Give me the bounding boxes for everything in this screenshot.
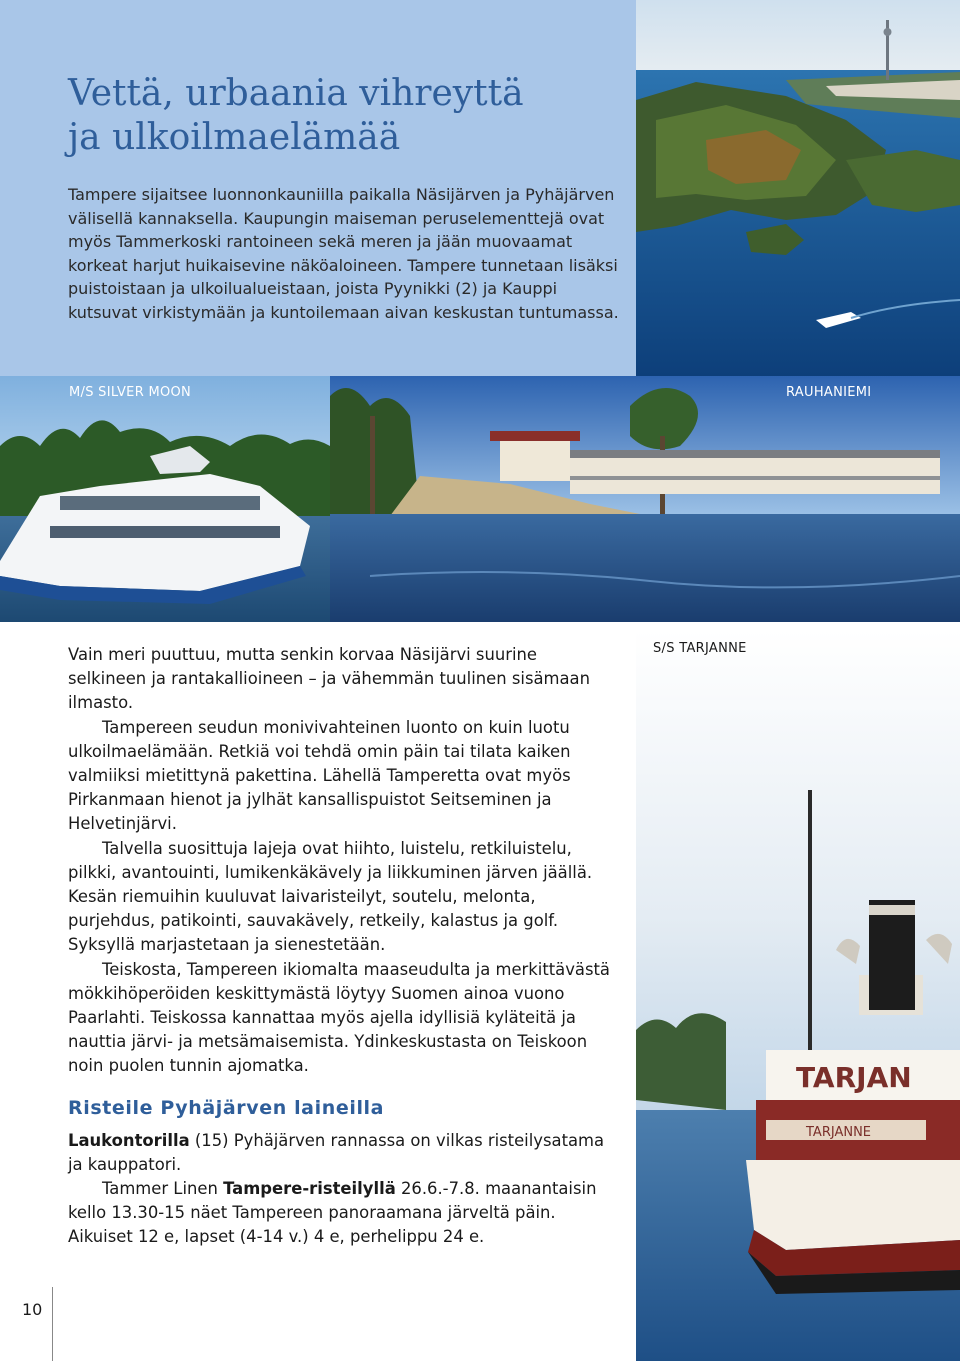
ship-sign-text: TARJAN: [796, 1061, 912, 1094]
page-number: 10: [22, 1300, 43, 1319]
silver-moon-photo: [0, 376, 330, 622]
cruise-p1-rest: (15) Pyhäjärven rannassa on vilkas risteilysatama ja kauppatori.: [68, 1130, 605, 1174]
body-paragraph-4: Teiskosta, Tampereen ikiomalta maaseudulta ja merkittävästä mökkihöperöiden keskittymästä löytyy Suomen ainoa vuono Paarlahti. Teiskossa kannattaa myös ajella idyllisiä kyläteitä ja nauttia järvi- ja metsämaisemista. Ydinkeskustasta on Teiskoon noin puolen tunnin ajomatka.: [68, 959, 610, 1076]
caption-rauhaniemi: RAUHANIEMI: [786, 385, 872, 400]
ship-plate-text: TARJANNE: [806, 1125, 872, 1140]
intro-paragraph: Tampere sijaitsee luonnonkauniilla paikalla Näsijärven ja Pyhäjärven välisellä kannaksella. Kaupungin maiseman peruselementtejä ovat myös Tammerkoski rantoineen sekä meren ja jään muovaamat korkeat harjut huikaisevine näköaloineen. Tampere tunnetaan lisäksi puistoistaan ja ulkoilualueistaan, joista Pyynikki (2) ja Kauppi kutsuvat virkistymään ja kuntoilemaan aivan keskustan tuntumassa.: [68, 185, 619, 322]
tarjanne-photo: [636, 630, 960, 1361]
body-paragraph-1: Vain meri puuttuu, mutta senkin korvaa Näsijärvi suurine selkineen ja rantakallioineen – ja vähemmän tuulinen sisämaan ilmasto.: [68, 645, 590, 713]
cruise-p2-b: 26.6.-7.8. maanantaisin kello 13.30-15 näet Tampereen panoraamana järveltä päin. Aikuiset 12 e, lapset (4-14 v.) 4 e, perhelippu 24 e.: [68, 1179, 597, 1247]
page-headline: Vettä, urbaania vihreyttä ja ulkoilmaelämää: [68, 73, 524, 158]
rauhaniemi-photo: [330, 376, 960, 622]
body-text-column: [68, 643, 620, 1250]
page-number-divider: [52, 1287, 53, 1361]
caption-tarjanne: S/S TARJANNE: [653, 641, 747, 656]
cruise-p1-bold: Laukontorilla: [68, 1130, 190, 1150]
caption-silver-moon: M/S SILVER MOON: [69, 385, 192, 400]
body-paragraph-2: Tampereen seudun monivivahteinen luonto on kuin luotu ulkoilmaelämään. Retkiä voi tehdä omin päin tai tilata kaiken valmiiksi mietittynä pakettina. Lähellä Tamperetta ovat myös Pirkanmaan hienot ja jylhät kansallispuistot Seitseminen ja Helvetinjärvi.: [68, 717, 571, 834]
body-paragraph-3: Talvella suosittuja lajeja ovat hiihto, luistelu, retkiluistelu, pilkki, avantouinti, lumikenkäkävely ja liikkuminen järven jäällä. Kesän riemuihin kuuluvat laivaristeilyt, soutelu, melonta, purjehdus, patikointi, sauvakävely, retkeily, kalastus ja golf. Syksyllä marjastetaan ja sienestetään.: [68, 838, 593, 955]
cruise-p2-bold: Tampere-risteilyllä: [223, 1179, 396, 1199]
cruise-paragraph-1: [68, 1129, 620, 1177]
intro-panel: [0, 0, 636, 376]
cruise-heading: Risteile Pyhäjärven laineilla: [68, 1096, 385, 1119]
aerial-lake-photo: [636, 0, 960, 376]
cruise-p2-a: Tammer Linen: [102, 1179, 224, 1199]
cruise-paragraph-2: [68, 1177, 620, 1250]
